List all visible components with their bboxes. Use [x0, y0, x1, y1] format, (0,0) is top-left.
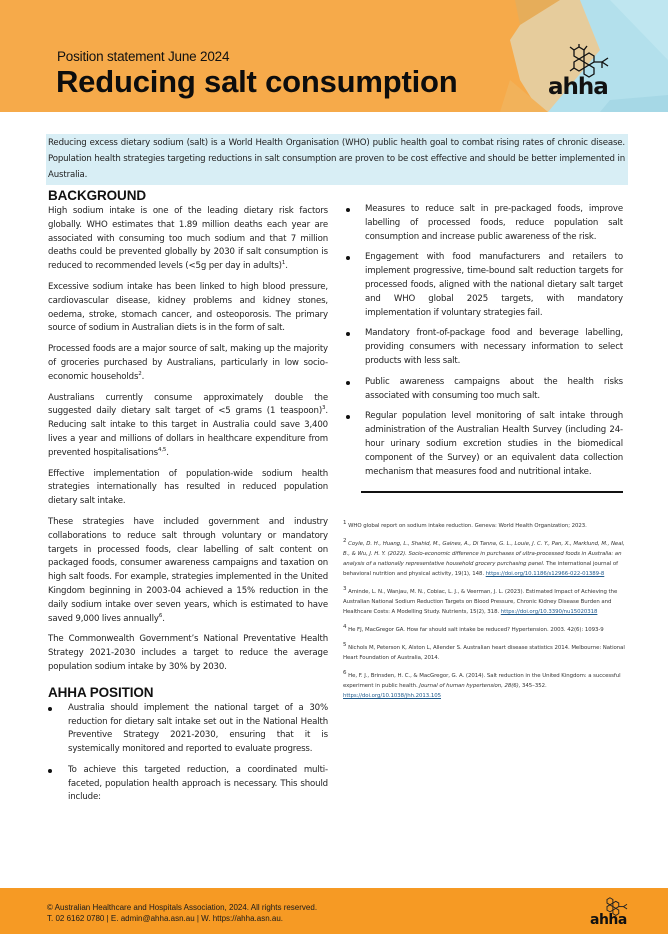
footnote: $^3$ Aminde, L. N., Wanjau, M. N., Cobiac, L. J., & Veerman, J. L. (2023). Estimated Impact of Achieving the Australian National Sodium Reduction Targets on Blood Pressure, Chronic Kidney Disease Burden and Healthcare Costs: A Modelling Study. Nutrients, 15(2), 318. https://doi.org/10.3390/nu15020318 [343, 586, 618, 615]
position-heading: AHHA POSITION [48, 684, 154, 700]
right-column [345, 203, 623, 509]
footnote: $^2$ Coyle, D. H., Huang, L., Shahid, M., Gaines, A., Di Tanna, G. L., Louie, J. C. Y., Pan, X., Marklund, M., Neal, B., & Wu, J. H. Y. (2022). Socio-economic difference in purchases of ultra-processed foods in Australia: an analysis of a nationally representative household grocery purchasing panel. The international journal of behavioral nutrition and physical activity, 19(1), 148. https://doi.org/10.1186/s12966-022-01389-8 [343, 538, 625, 577]
ahha-logo [548, 44, 614, 100]
footer-logo-wordmark: ahha [590, 912, 627, 928]
footnote-link[interactable]: https://doi.org/10.1186/s12966-022-01389-8 [485, 571, 605, 577]
bullet-icon [48, 707, 52, 711]
bullet-icon [346, 332, 350, 336]
approach-bullet-list [345, 203, 623, 479]
footnote: $^4$ He FJ, MacGregor GA. How far should salt intake be reduced? Hypertension. 2003. 42(6): 1093-9 [343, 624, 604, 633]
bullet-icon [346, 415, 350, 419]
footer-contact [47, 903, 317, 924]
footnote-link[interactable]: https://doi.org/10.3390/nu15020318 [500, 609, 598, 615]
position-bullet-list [48, 702, 328, 806]
approach-bullet: Regular population level monitoring of salt intake through administration of the Australian Health Survey (including 24-hour urinary sodium excretion studies in the biomedical component of the Survey) or an equivalent data collection mechanism that measures food and nutritional intake. [345, 410, 623, 479]
footer-contact-details: T. 02 6162 0780 | E. admin@ahha.asn.au | W. https://ahha.asn.au. [47, 913, 283, 923]
left-column [48, 188, 328, 812]
background-paragraph: Australians currently consume approximately double the suggested daily dietary salt target of <5 grams (1 teaspoon)$^3$. Reducing salt intake to this target in Australia could save 3,400 lives a year and millions of dollars in healthcare expenditure from prevented hospitalisations$^{4,5}$. [48, 392, 328, 458]
position-bullet: Australia should implement the national target of a 30% reduction for dietary salt intake set out in the National Health Preventive Strategy 2021-2030, ensuring that it is systemically monitored and reported to evaluate progress. [48, 702, 328, 757]
footer-ahha-logo [590, 896, 634, 928]
bullet-icon [346, 208, 350, 212]
approach-bullet: Mandatory front-of-package food and beverage labelling, providing consumers with necessary information to select products with less salt. [345, 327, 623, 368]
position-bullet: To achieve this targeted reduction, a coordinated multi-faceted, population health approach is necessary. This should include: [48, 764, 328, 805]
logo-wordmark: ahha [548, 74, 608, 100]
header-banner [0, 0, 668, 112]
footnote: $^1$ WHO global report on sodium intake reduction. Geneva: World Health Organization; 2023. [343, 520, 587, 529]
intro-summary: Reducing excess dietary sodium (salt) is a World Health Organisation (WHO) public health goal to combat rising rates of chronic disease. Population health strategies targeting reductions in salt consumption are proven to be cost effective and should be better implemented in Australia. [46, 134, 628, 185]
background-paragraph: High sodium intake is one of the leading dietary risk factors globally. WHO estimates that 1.89 million deaths each year are associated with consuming too much sodium and that 7 million deaths could be prevented globally by 2030 if salt consumption is reduced to recommended levels (<5g per day in adults)$^1$. [48, 206, 328, 272]
footnote: $^5$ Nichols M, Peterson K, Alston L, Allender S. Australian heart disease statistics 2014. Melbourne: National Heart Foundation of Australia, 2014. [343, 642, 625, 661]
approach-bullet: Engagement with food manufacturers and retailers to implement progressive, time-bound salt reduction targets for processed foods, aligned with the national dietary salt target and WHO global 2025 targets, with mandatory implementation if voluntary strategies fail. [345, 251, 623, 320]
bullet-icon [346, 256, 350, 260]
molecule-icon [568, 44, 614, 78]
footnote-link[interactable]: https://doi.org/10.1038/jhh.2013.105 [343, 693, 441, 699]
document-subtitle: Position statement June 2024 [57, 49, 230, 64]
background-heading: BACKGROUND [48, 188, 146, 203]
footer-bar [0, 888, 668, 934]
bullet-icon [346, 381, 350, 385]
document-title: Reducing salt consumption [56, 64, 458, 99]
background-paragraph: Processed foods are a major source of salt, making up the majority of groceries purchased by Australians, particularly in low socio-economic households$^2$. [48, 344, 328, 382]
approach-bullet: Public awareness campaigns about the health risks associated with consuming too much salt. [345, 376, 623, 404]
footnotes [343, 521, 628, 709]
background-paragraph: Excessive sodium intake has been linked to high blood pressure, cardiovascular disease, kidney problems and kidney stones, oedema, stroke, stomach cancer, and osteoporosis. The primary source of sodium in Australian diets is in the form of salt. [48, 281, 328, 334]
approach-bullet: Measures to reduce salt in pre-packaged foods, improve labelling of processed foods, reduce population salt consumption and increase public awareness of the risk. [345, 203, 623, 244]
background-paragraph: The Commonwealth Government’s National Preventative Health Strategy 2021-2030 includes a target to reduce the average population sodium intake by 30% by 2030. [48, 634, 328, 672]
bullet-icon [48, 769, 52, 773]
background-paragraph: These strategies have included government and industry collaborations to reduce salt through voluntary or mandatory targets in processed foods, clear labelling of salt content on packaged foods, consumer awareness campaigns and taxation on high salt foods. For example, strategies implemented in the United Kingdom beginning in 2003-04 achieved a 15% reduction in the daily sodium intake over seven years, which is estimated to have saved 9,000 lives annually$^6$. [48, 516, 328, 624]
footer-copyright: © Australian Healthcare and Hospitals Association, 2024. All rights reserved. [47, 903, 318, 912]
footnote-divider [361, 491, 623, 493]
footnote: $^6$ He, F. J., Brinsden, H. C., & MacGregor, G. A. (2014). Salt reduction in the United Kingdom: a successful experiment in public health. Journal of human hypertension, 28(6), 345–352. https://doi.org/10.1038/jhh.2013.105 [343, 670, 621, 699]
background-paragraph: Effective implementation of population-wide sodium health strategies internationally has resulted in reduced population dietary salt intake. [48, 468, 328, 507]
